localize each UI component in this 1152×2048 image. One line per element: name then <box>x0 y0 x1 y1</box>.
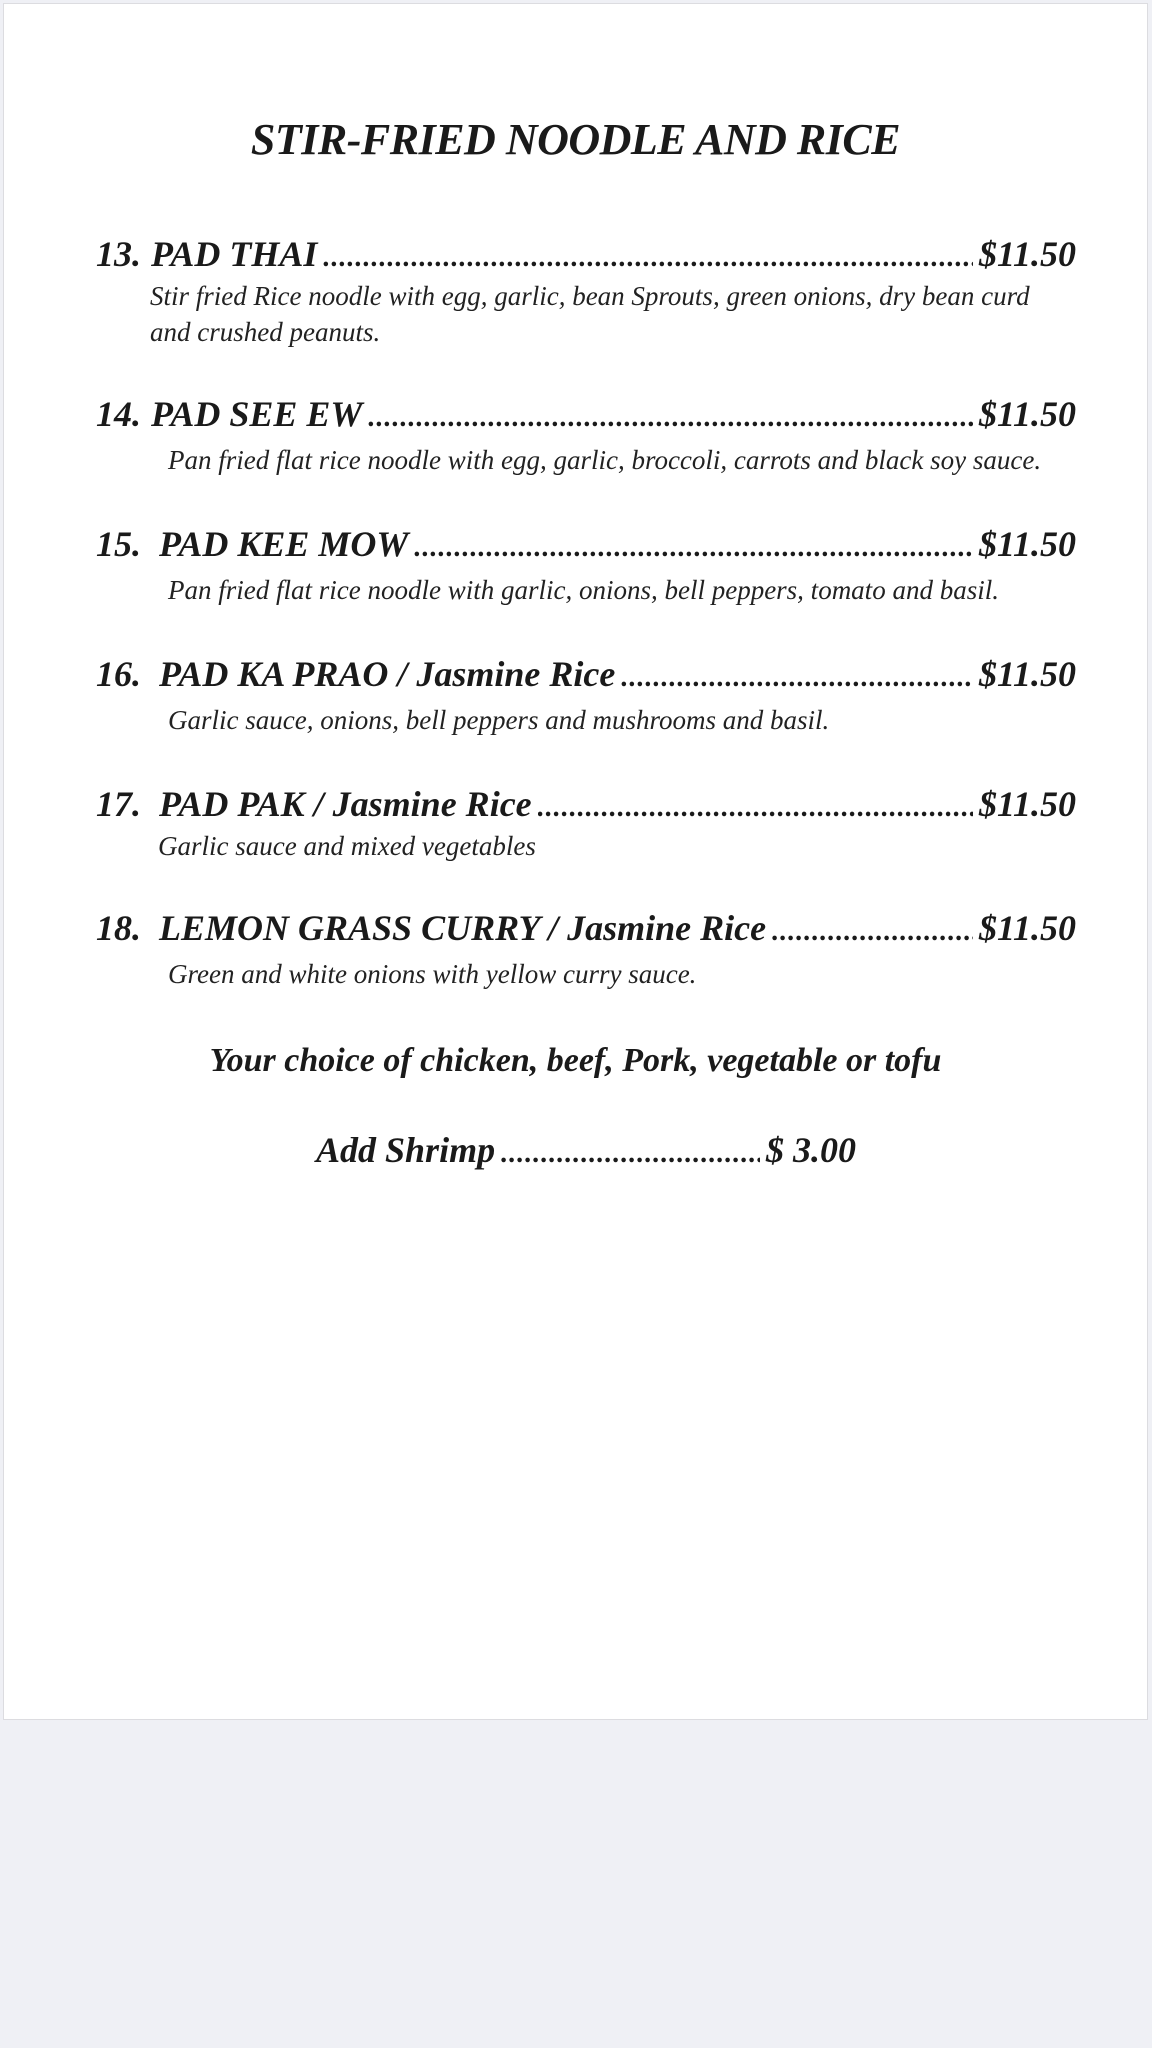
menu-item-number: 14. <box>96 394 141 434</box>
menu-item-number: 13. <box>96 234 141 274</box>
menu-item-header <box>96 654 1076 698</box>
protein-choice-note: Your choice of chicken, beef, Pork, vegetable or tofu <box>209 1042 942 1079</box>
menu-item-price: $11.50 <box>978 394 1076 434</box>
menu-item-number: 16. <box>96 654 141 694</box>
menu-item-price: $11.50 <box>978 234 1076 274</box>
menu-item-name: PAD THAI <box>151 234 318 274</box>
menu-page <box>3 3 1148 1720</box>
addon-price: $ 3.00 <box>766 1130 856 1170</box>
addon-label: Add Shrimp <box>316 1130 496 1170</box>
menu-item-description: Green and white onions with yellow curry sauce. <box>168 959 697 989</box>
menu-item-header <box>96 908 1076 952</box>
menu-item-price: $11.50 <box>978 784 1076 824</box>
dot-leader <box>368 398 973 438</box>
menu-item-number: 15. <box>96 524 141 564</box>
dot-leader <box>621 658 973 698</box>
menu-item-header <box>96 784 1076 828</box>
menu-item-name: PAD KEE MOW <box>159 524 409 564</box>
menu-item-header <box>96 394 1076 438</box>
menu-item-description: Garlic sauce, onions, bell peppers and mushrooms and basil. <box>168 705 830 735</box>
dot-leader <box>414 528 973 568</box>
menu-section-title: STIR-FRIED NOODLE AND RICE <box>250 115 901 164</box>
menu-item-description: Garlic sauce and mixed vegetables <box>158 831 536 861</box>
menu-item-name: LEMON GRASS CURRY / Jasmine Rice <box>159 908 767 948</box>
menu-item-price: $11.50 <box>978 908 1076 948</box>
addon-item <box>316 1130 856 1174</box>
menu-item-price: $11.50 <box>978 524 1076 564</box>
menu-item <box>96 524 1076 608</box>
menu-item-description: Pan fried flat rice noodle with garlic, onions, bell peppers, tomato and basil. <box>168 575 999 605</box>
menu-item-name: PAD KA PRAO / Jasmine Rice <box>159 654 616 694</box>
dot-leader <box>772 912 973 952</box>
menu-item-header <box>96 524 1076 568</box>
menu-item <box>96 908 1076 992</box>
menu-item-description: Stir fried Rice noodle with egg, garlic, bean Sprouts, green onions, dry bean curd and crushed peanuts. <box>150 281 1030 347</box>
menu-item <box>96 394 1076 478</box>
menu-item-number: 17. <box>96 784 141 824</box>
menu-item-header <box>96 234 1076 278</box>
menu-item <box>96 784 1076 864</box>
menu-item-description: Pan fried flat rice noodle with egg, garlic, broccoli, carrots and black soy sauce. <box>168 445 1042 475</box>
dot-leader <box>501 1134 760 1174</box>
menu-item <box>96 654 1076 738</box>
menu-item-name: PAD PAK / Jasmine Rice <box>159 784 532 824</box>
dot-leader <box>538 788 973 828</box>
menu-item-price: $11.50 <box>978 654 1076 694</box>
addon-header <box>316 1130 856 1174</box>
menu-item-number: 18. <box>96 908 141 948</box>
dot-leader <box>323 238 973 278</box>
menu-item <box>96 234 1076 350</box>
menu-item-name: PAD SEE EW <box>151 394 363 434</box>
